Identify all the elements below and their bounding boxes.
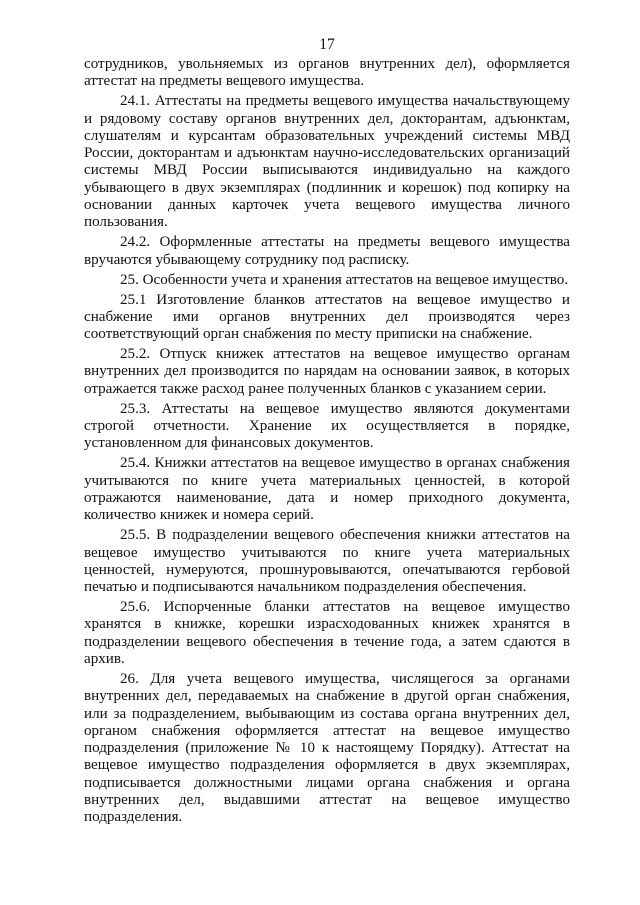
paragraph-25-2: 25.2. Отпуск книжек аттестатов на вещевое имущество органам внутренних дел производится по нарядам на основании заявок, в которых отражается также расход ранее полученных бланков с указанием серии.: [84, 346, 570, 397]
paragraph-25-1: 25.1 Изготовление бланков аттестатов на вещевое имущество и снабжение ими органов внутренних дел производятся через соответствующий орган снабжения по месту приписки на снабжение.: [84, 291, 570, 343]
paragraph-25: 25. Особенности учета и хранения аттестатов на вещевое имущество.: [120, 271, 569, 288]
page-number: 17: [319, 36, 335, 53]
paragraph-25-4: 25.4. Книжки аттестатов на вещевое имущество в органах снабжения учитываются по книге учета материальных ценностей, в которой отражаются наименование, дата и номер приходного документа, количество книжек и номера серий.: [84, 455, 570, 524]
paragraph-24-2: 24.2. Оформленные аттестаты на предметы вещевого имущества вручаются убывающему сотруднику под расписку.: [84, 234, 570, 268]
paragraph-24-1: 24.1. Аттестаты на предметы вещевого имущества начальствующему и рядовому составу органов внутренних дел, докторантам, адъюнктам, слушателям и курсантам образовательных учреждений системы МВД России, докторантам и адъюнктам научно-исследовательских организаций системы МВД России выписываются индивидуально на каждого убывающего в двух экземплярах (подлинник и корешок) под копирку на основании данных карточек учета вещевого имущества личного пользования.: [84, 93, 570, 231]
paragraph-25-5: 25.5. В подразделении вещевого обеспечения книжки аттестатов на вещевое имущество учитываются по книге учета материальных ценностей, нумеруются, прошнуровываются, опечатываются гербовой печатью и подписываются начальником подразделения обеспечения.: [84, 527, 570, 596]
paragraph-25-6: 25.6. Испорченные бланки аттестатов на вещевое имущество хранятся в книжке, корешки израсходованных книжек хранятся в подразделении вещевого обеспечения в течение года, а затем сдаются в архив.: [84, 599, 570, 667]
paragraph-continuation: сотрудников, увольняемых из органов внутренних дел), оформляется аттестат на предметы вещевого имущества.: [84, 56, 570, 90]
paragraph-26: 26. Для учета вещевого имущества, числящегося за органами внутренних дел, передаваемых на снабжение в другой орган снабжения, или за подразделением, выбывающим из состава органа внутренних дел, органом снабжения оформляется аттестат на вещевое имущество подразделения (приложение № 10 к настоящему Порядку). Аттестат на вещевое имущество подразделения оформляется в двух экземплярах, подписывается должностными лицами органа снабжения и органа внутренних дел, выдавшими аттестат на вещевое имущество подразделения.: [84, 670, 570, 826]
document-page: [84, 36, 570, 829]
paragraph-25-3: 25.3. Аттестаты на вещевое имущество являются документами строгой отчетности. Хранение их осуществляется в порядке, установленном для финансовых документов.: [84, 400, 570, 452]
